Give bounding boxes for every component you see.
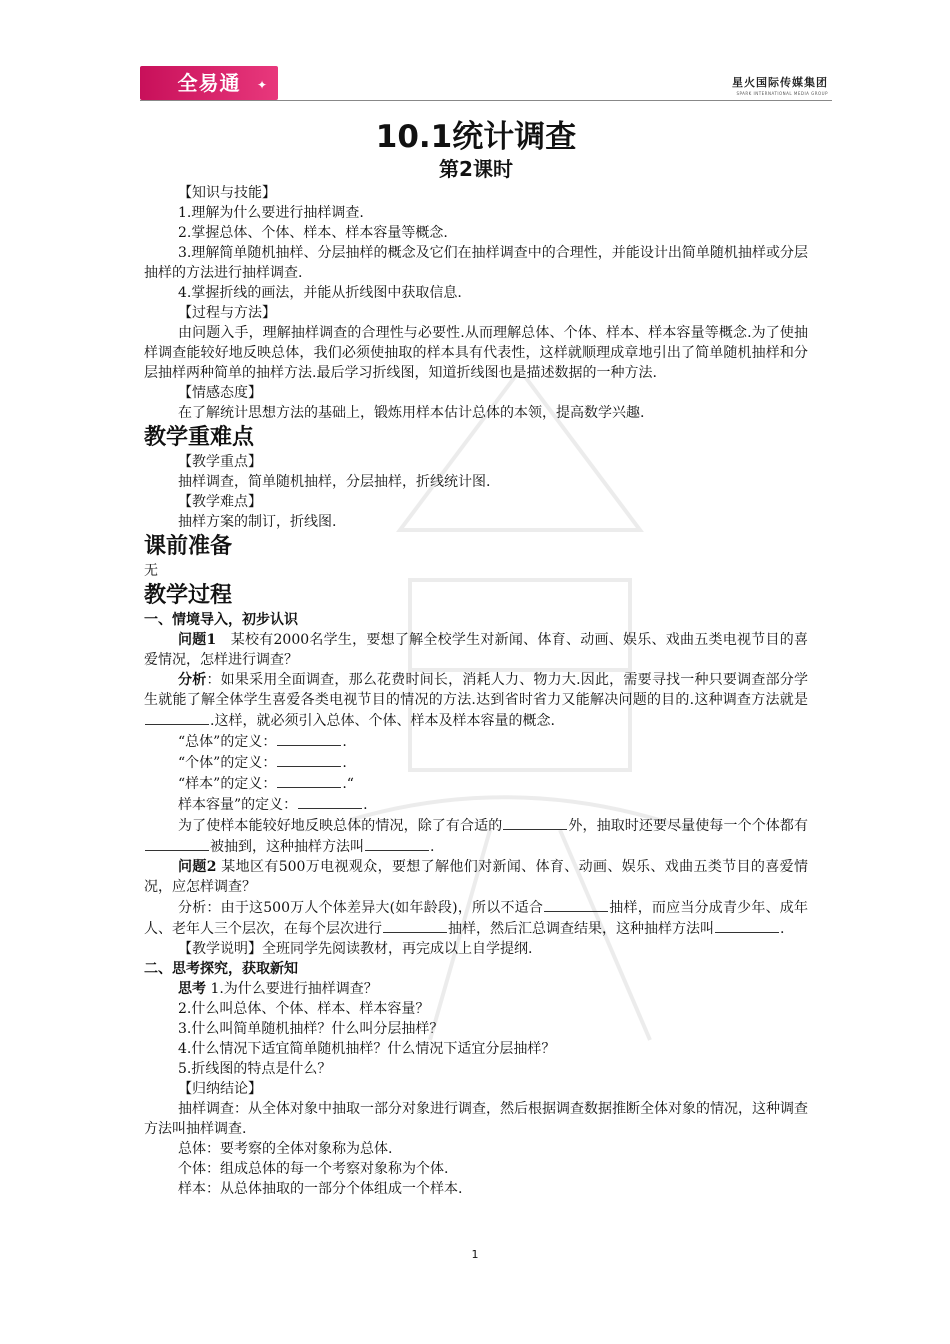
think-item: 3.什么叫简单随机抽样？什么叫分层抽样？: [178, 1021, 444, 1037]
question-text: 某地区有500万电视观众，要想了解他们对新闻、体育、动画、娱乐、戏曲五类节目的喜爱情况，应怎样调查？: [144, 859, 808, 895]
fill-blank[interactable]: [383, 918, 447, 933]
think-item: 2.什么叫总体、个体、样本、样本容量？: [178, 1001, 430, 1017]
method-paragraph: 由问题入手，理解抽样调查的合理性与必要性.从而理解总体、个体、样本、样本容量等概念.为了使抽样调查能较好地反映总体，我们必须使抽取的样本具有代表性，这样就顺理成章地引出了简单随机抽样和分层抽样两种简单的抽样方法.最后学习折线图，知道折线图也是描述数据的一种方法.: [144, 325, 808, 381]
page-title: 10.1统计调查: [375, 119, 577, 155]
fill-blank[interactable]: [298, 794, 362, 809]
emotion-heading: 【情感态度】: [178, 385, 262, 401]
fill-blank[interactable]: [503, 815, 567, 830]
page-header: [140, 66, 832, 100]
page-subtitle: 第2课时: [439, 157, 513, 181]
method-heading: 【过程与方法】: [178, 305, 276, 321]
subsection-heading: 一、情境导入，初步认识: [144, 612, 298, 628]
section-heading: 课前准备: [144, 534, 233, 559]
definition-line: “个体”的定义： .: [144, 752, 808, 773]
think-item: 4.什么情况下适宜简单随机抽样？什么情况下适宜分层抽样？: [178, 1041, 556, 1057]
teaching-note: 【教学说明】全班同学先阅读教材，再完成以上自学提纲.: [178, 941, 533, 957]
conclusion-item: 总体：要考察的全体对象称为总体.: [178, 1141, 393, 1157]
knowledge-item: 4.掌握折线的画法，并能从折线图中获取信息.: [178, 285, 462, 301]
knowledge-item: 2.掌握总体、个体、样本、样本容量等概念.: [178, 225, 448, 241]
document-body: [144, 118, 808, 1199]
definition-line: “总体”的定义： .: [144, 731, 808, 752]
logo-text: 全易通: [177, 71, 241, 95]
section-heading: 教学过程: [144, 583, 233, 608]
think-item: 思考 1.为什么要进行抽样调查？: [178, 981, 378, 997]
question-label: 问题1: [178, 632, 217, 648]
quanyitong-logo: [140, 66, 278, 100]
section-heading: 教学重难点: [144, 425, 255, 450]
question-text: 某校有2000名学生，要想了解全校学生对新闻、体育、动画、娱乐、戏曲五类电视节目的喜爱情况，怎样进行调查？: [144, 632, 808, 668]
conclusion-item: 样本：从总体抽取的一部分个体组成一个样本.: [178, 1181, 463, 1197]
fill-blank[interactable]: [277, 752, 341, 767]
knowledge-item: 3.理解简单随机抽样、分层抽样的概念及它们在抽样调查中的合理性，并能设计出简单随机抽样或分层抽样的方法进行抽样调查.: [144, 245, 808, 281]
difficulty-text: 抽样方案的制订，折线图.: [178, 514, 337, 530]
definition-line: 样本容量”的定义： .: [144, 794, 808, 815]
conclusion-item: 个体：组成总体的每一个考察对象称为个体.: [178, 1161, 449, 1177]
question-label: 问题2: [178, 859, 217, 875]
sparkle-icon: ✦: [256, 78, 268, 92]
fill-blank[interactable]: [365, 836, 429, 851]
subsection-heading: 二、思考探究，获取新知: [144, 961, 298, 977]
fill-blank[interactable]: [715, 918, 779, 933]
header-divider: [140, 100, 832, 101]
question-1: [144, 630, 808, 670]
emotion-paragraph: 在了解统计思想方法的基础上，锻炼用样本估计总体的本领，提高数学兴趣.: [178, 405, 645, 421]
preparation-text: 无: [144, 563, 158, 579]
difficulty-heading: 【教学难点】: [178, 494, 262, 510]
definition-line: “样本”的定义： .“: [144, 773, 808, 794]
key-point-heading: 【教学重点】: [178, 454, 262, 470]
brand-chinese: 星火国际传媒集团: [732, 76, 828, 89]
knowledge-heading: 【知识与技能】: [178, 185, 276, 201]
brand-english: SPARK INTERNATIONAL MEDIA GROUP: [736, 91, 828, 96]
conclusion-item: 抽样调查：从全体对象中抽取一部分对象进行调查，然后根据调查数据推断全体对象的情况，这种调查方法叫抽样调查.: [144, 1101, 808, 1137]
analysis-1: 分析：如果采用全面调查，那么花费时间长，消耗人力、物力大.因此，需要寻找一种只要调查部分学生就能了解全体学生喜爱各类电视节目的情况的方法.达到省时省力又能解决问题的目的.这种调查方法就是.这样，就必须引入总体、个体、样本及样本容量的概念.: [144, 672, 808, 729]
analysis-label: 分析: [178, 672, 207, 688]
page-number: 1: [471, 1248, 479, 1261]
question-2: [144, 857, 808, 897]
analysis-2: 分析：由于这500万人个体差异大(如年龄段)，所以不适合 抽样，而应当分成青少年、成年人、老年人三个层次，在每个层次进行 抽样，然后汇总调查结果，这种抽样方法叫 .: [144, 897, 808, 939]
key-point-text: 抽样调查，简单随机抽样，分层抽样，折线统计图.: [178, 474, 491, 490]
fill-blank[interactable]: [277, 731, 341, 746]
fill-blank[interactable]: [145, 836, 209, 851]
think-label: 思考: [178, 981, 206, 997]
knowledge-item: 1.理解为什么要进行抽样调查.: [178, 205, 364, 221]
representative-paragraph: 为了使样本能较好地反映总体的情况，除了有合适的 外，抽取时还要尽量使每一个个体都有被抽到，这种抽样方法叫 .: [144, 815, 808, 857]
think-item: 5.折线图的特点是什么？: [178, 1061, 332, 1077]
fill-blank[interactable]: [145, 710, 209, 725]
conclusion-heading: 【归纳结论】: [178, 1081, 262, 1097]
fill-blank[interactable]: [544, 897, 608, 912]
fill-blank[interactable]: [277, 773, 341, 788]
publisher-brand: [732, 74, 828, 96]
